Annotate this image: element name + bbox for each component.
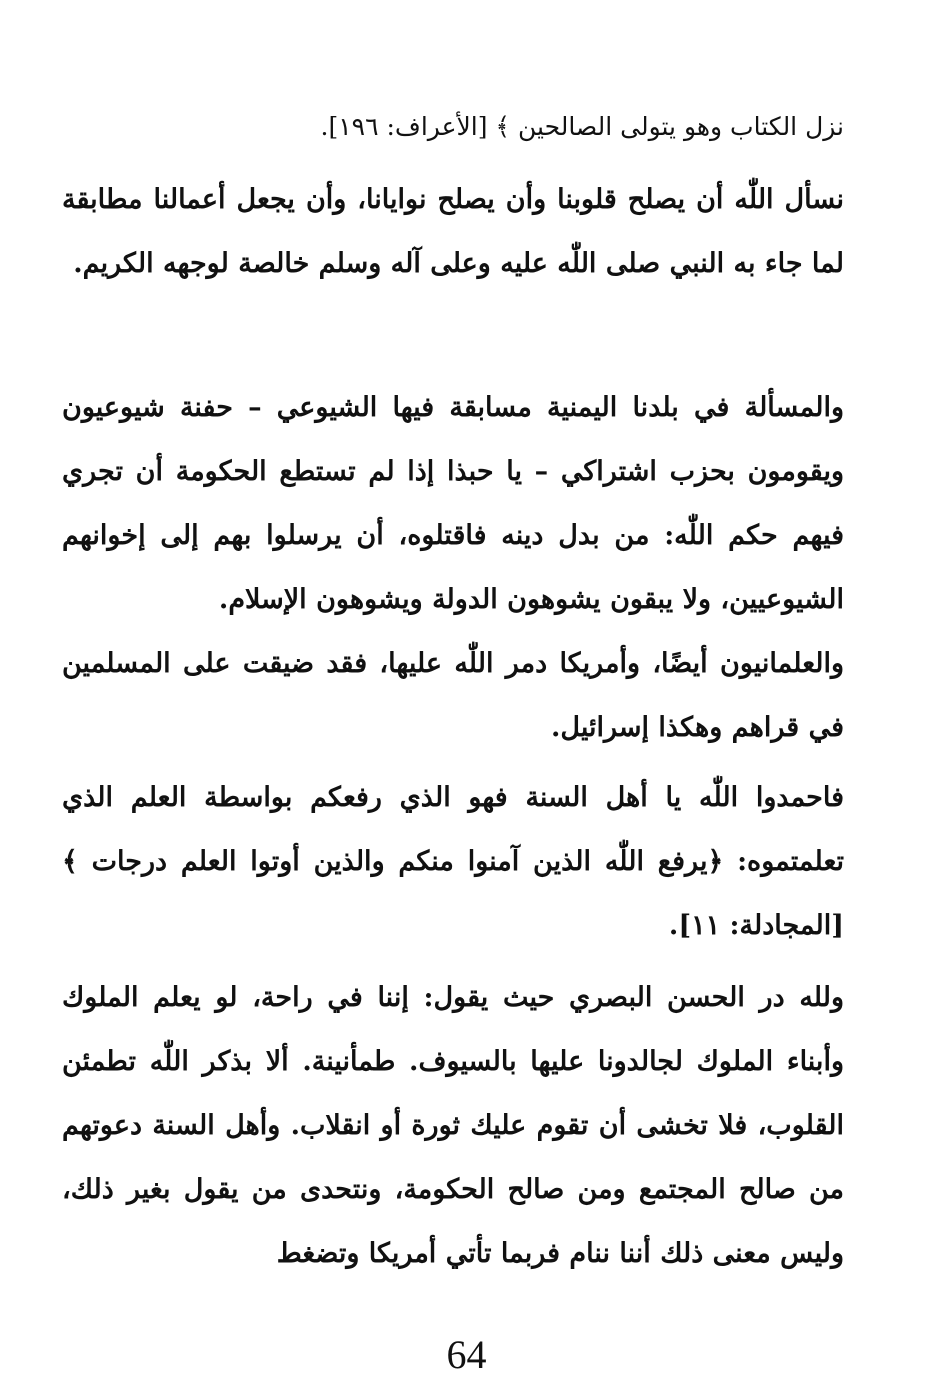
paragraph-communists: والمسألة في بلدنا اليمنية مسابقة فيها الشيوعي – حفنة شيوعيون ويقومون بحزب اشتراكي – يا حبذا إذا لم تستطع الحكومة أن تجري فيهم حكم اللّٰه: من بدل دينه فاقتلوه، أن يرسلوا بهم إلى إخوانهم الشيوعيين، ولا يبقون يشوهون الدولة ويشوهون الإسلام.	[62, 392, 844, 615]
paragraph-knowledge-verse: فاحمدوا اللّٰه يا أهل السنة فهو الذي رفعكم بواسطة العلم الذي تعلمتموه: ﴿يرفع اللّٰه الذين آمنوا منكم والذين أوتوا العلم درجات ﴾ [المجادلة: ١١].	[62, 782, 844, 941]
page-number: 64	[446, 1332, 487, 1377]
paragraph-verse-ending: نزل الكتاب وهو يتولى الصالحين ﴾ [الأعراف: ١٩٦].	[320, 112, 844, 141]
paragraph-hasan-basri: ولله در الحسن البصري حيث يقول: إننا في راحة، لو يعلم الملوك وأبناء الملوك لجالدونا عليها بالسيوف. طمأنينة. ألا بذكر اللّٰه تطمئن القلوب، فلا تخشى أن تقوم عليك ثورة أو انقلاب. وأهل السنة دعوتهم من صالح المجتمع ومن صالح الحكومة، ونتحدى من يقول بغير ذلك، وليس معنى ذلك أننا ننام فربما تأتي أمريكا وتضغط	[62, 982, 844, 1269]
paragraph-secularists: والعلمانيون أيضًا، وأمريكا دمر اللّٰه عليها، فقد ضيقت على المسلمين في قراهم وهكذا إسرائيل.	[62, 648, 844, 743]
paragraph-supplication: نسأل اللّٰه أن يصلح قلوبنا وأن يصلح نوايانا، وأن يجعل أعمالنا مطابقة لما جاء به النبي صلى اللّٰه عليه وعلى آله وسلم خالصة لوجهه الكريم.	[62, 184, 844, 279]
